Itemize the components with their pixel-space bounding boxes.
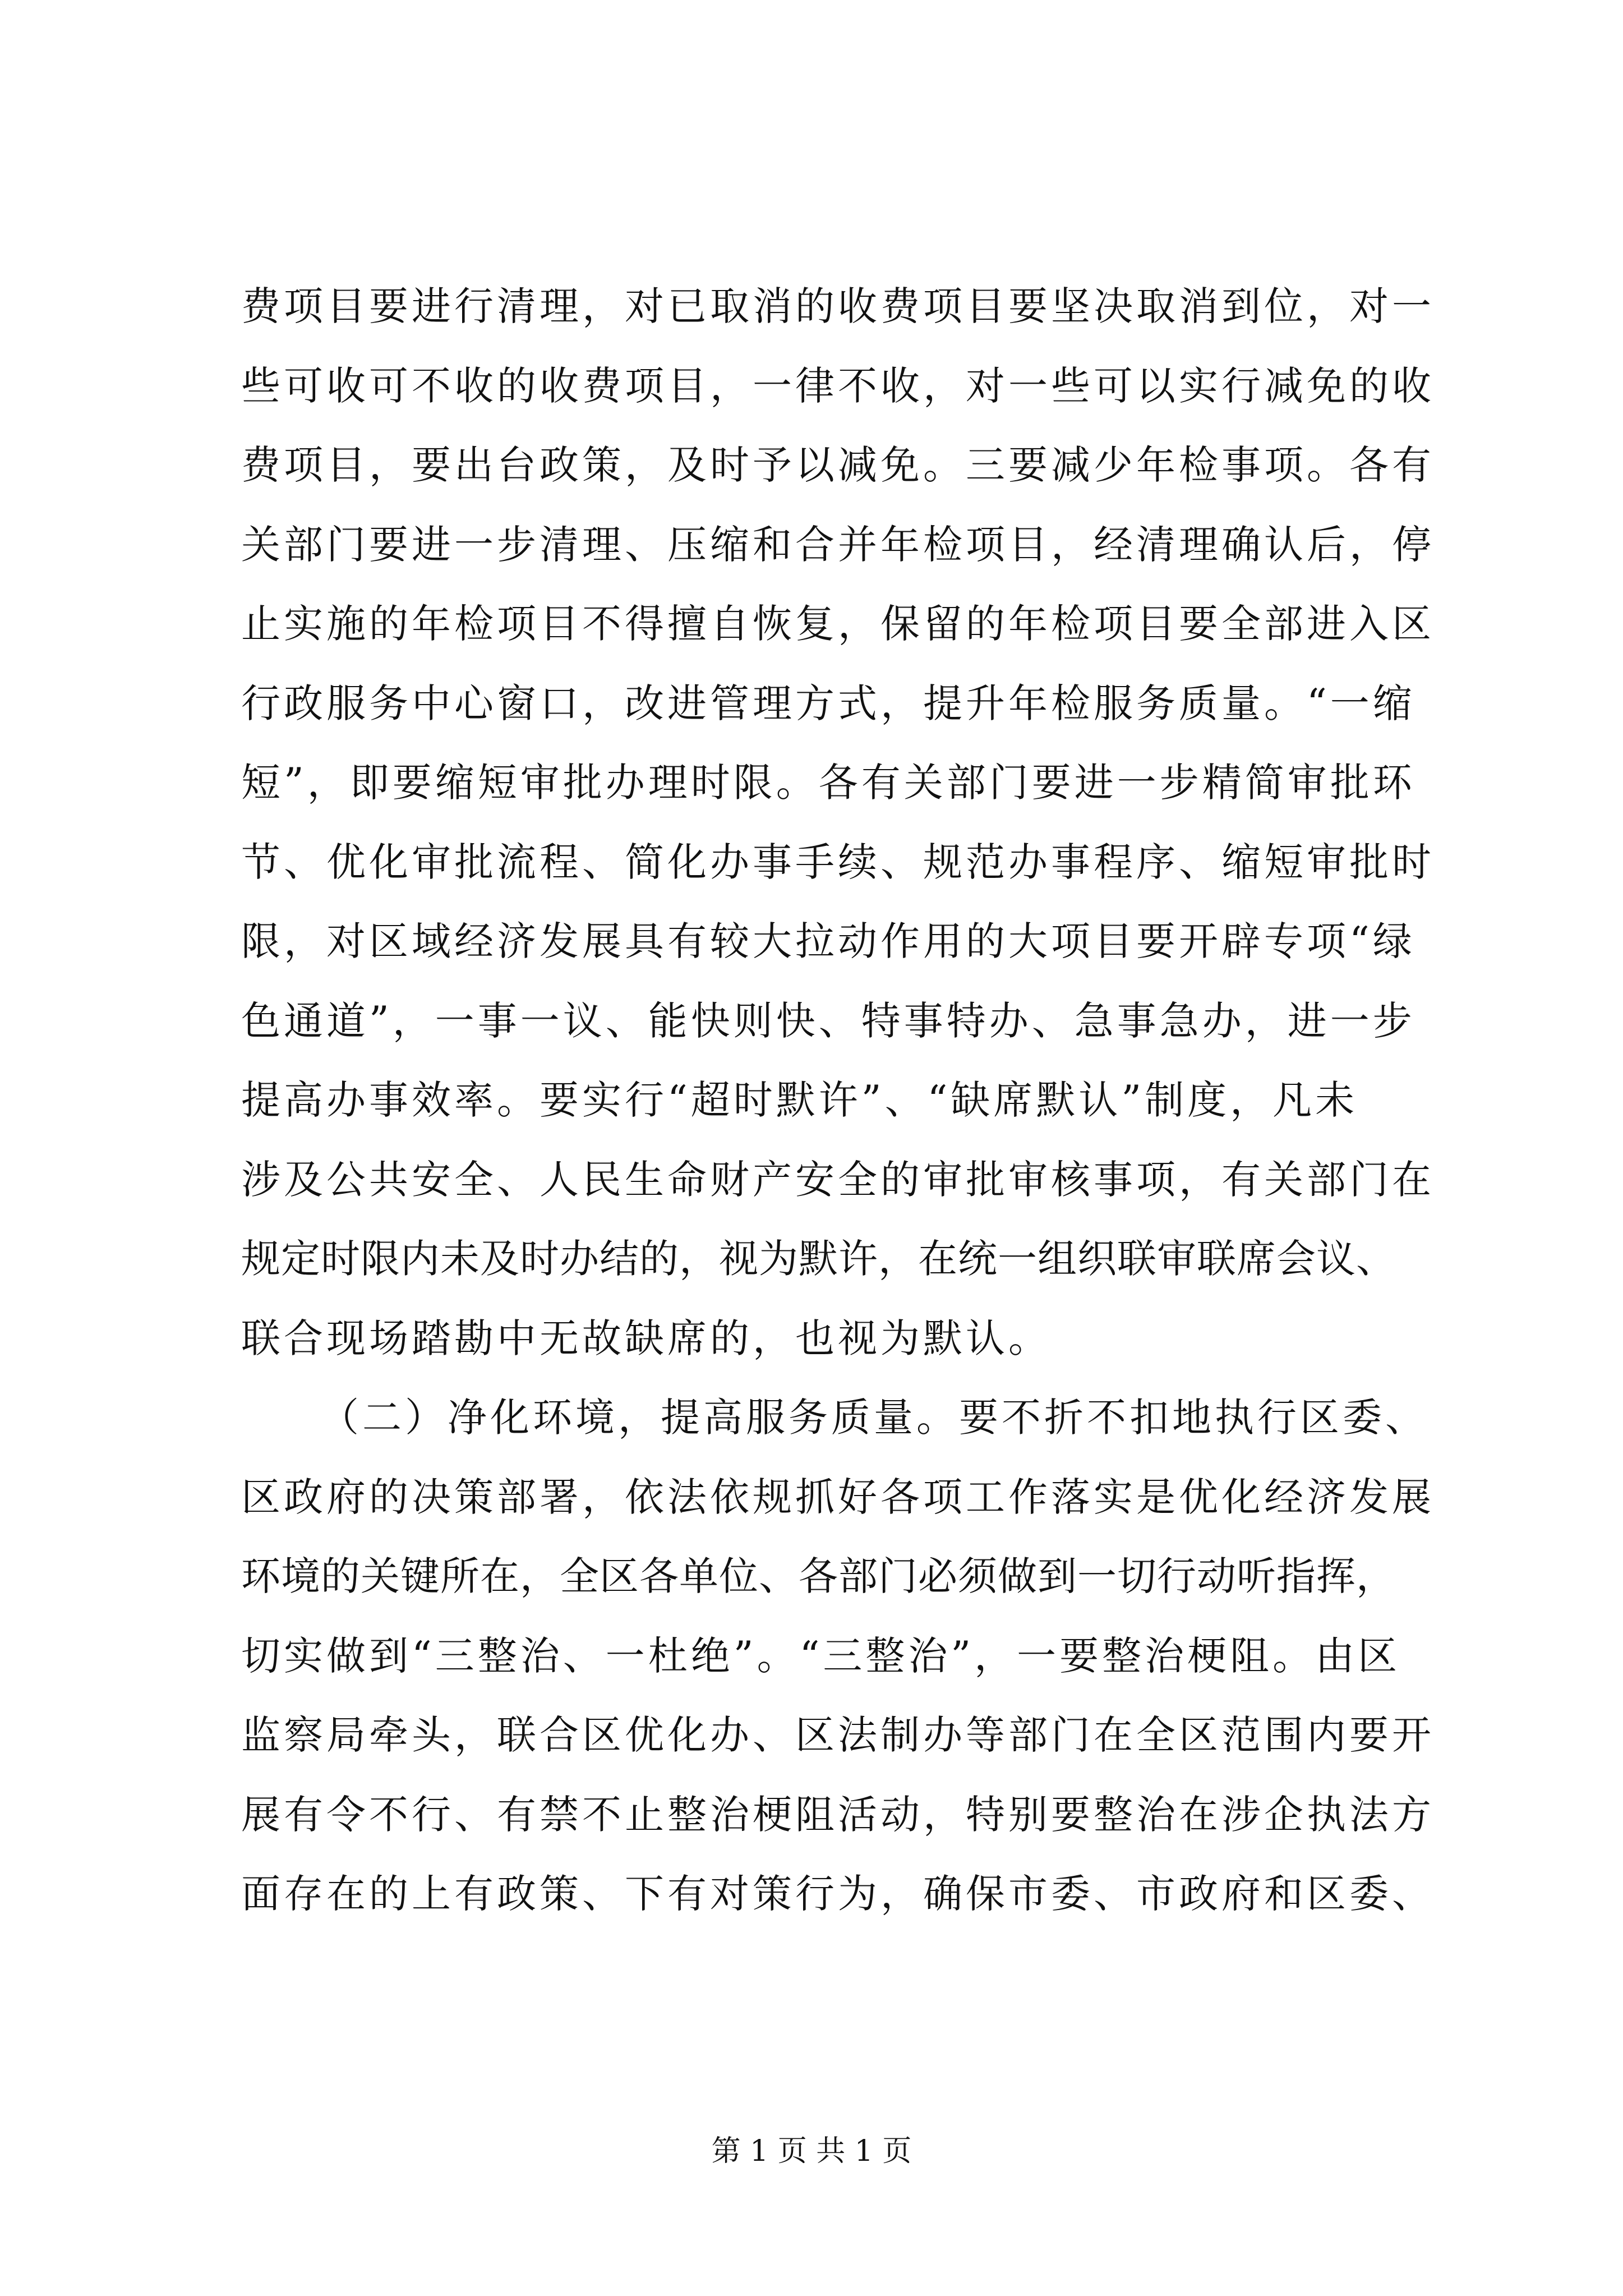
text-line: 色通道”，一事一议、能快则快、特事特办、急事急办，进一步 (241, 997, 1415, 1044)
text-line: 环境的关键所在，全区各单位、各部门必须做到一切行动听指挥， (241, 1553, 1396, 1599)
text-line: 费项目要进行清理，对已取消的收费项目要坚决取消到位，对一 (241, 283, 1435, 329)
text-line: 提高办事效率。要实行“超时默许”、“缺席默认”制度，凡未 (241, 1077, 1358, 1123)
text-line: 面存在的上有政策、下有对策行为，确保市委、市政府和区委、 (241, 1871, 1435, 1917)
text-line: 些可收可不收的收费项目，一律不收，对一些可以实行减免的收 (241, 362, 1435, 409)
text-line: 区政府的决策部署，依法依规抓好各项工作落实是优化经济发展 (241, 1474, 1435, 1520)
text-line: 节、优化审批流程、简化办事手续、规范办事程序、缩短审批时 (241, 839, 1435, 885)
text-line: 止实施的年检项目不得擅自恢复，保留的年检项目要全部进入区 (241, 601, 1435, 647)
text-line: 监察局牵头，联合区优化办、区法制办等部门在全区范围内要开 (241, 1712, 1435, 1758)
text-line: 行政服务中心窗口，改进管理方式，提升年检服务质量。“一缩 (241, 680, 1415, 726)
text-line: 限，对区域经济发展具有较大拉动作用的大项目要开辟专项“绿 (241, 918, 1415, 964)
paragraph-first-line: （二）净化环境，提高服务质量。要不折不扣地执行区委、 (320, 1395, 1428, 1441)
text-line: 切实做到“三整治、一杜绝”。“三整治”，一要整治梗阻。由区 (241, 1632, 1401, 1679)
text-line: 联合现场踏勘中无故缺席的，也视为默认。 (241, 1315, 1051, 1361)
text-line: 关部门要进一步清理、压缩和合并年检项目，经清理确认后，停 (241, 521, 1435, 568)
text-line: 费项目，要出台政策，及时予以减免。三要减少年检事项。各有 (241, 442, 1435, 488)
text-line: 涉及公共安全、人民生命财产安全的审批审核事项，有关部门在 (241, 1156, 1435, 1203)
text-line: 短”，即要缩短审批办理时限。各有关部门要进一步精简审批环 (241, 760, 1415, 806)
page-footer: 第 1 页 共 1 页 (711, 2134, 912, 2168)
document-body (241, 267, 1435, 1934)
text-line: 展有令不行、有禁不止整治梗阻活动，特别要整治在涉企执法方 (241, 1791, 1435, 1838)
text-line: 规定时限内未及时办结的，视为默许，在统一组织联审联席会议、 (241, 1236, 1396, 1282)
